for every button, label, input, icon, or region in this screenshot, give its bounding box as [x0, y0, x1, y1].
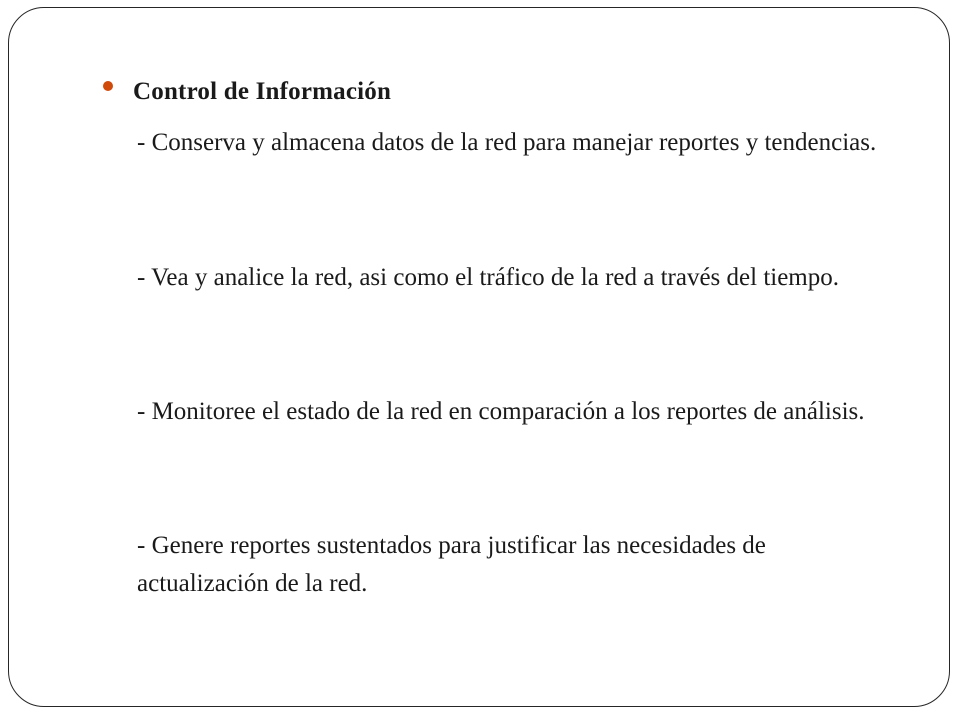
slide-heading: Control de Información: [133, 78, 392, 105]
paragraph-conserva: - Conserva y almacena datos de la red para manejar reportes y tendencias.: [137, 129, 877, 156]
bullet-heading-line: [103, 72, 391, 112]
paragraph-genere: - Genere reportes sustentados para justificar las necesidades de actualización de la red.: [137, 532, 766, 597]
paragraph-monitoree: - Monitoree el estado de la red en comparación a los reportes de análisis.: [137, 398, 865, 425]
paragraph-analice: - Vea y analice la red, asi como el tráfico de la red a través del tiempo.: [137, 264, 840, 291]
bullet-dot-icon: [103, 81, 113, 91]
